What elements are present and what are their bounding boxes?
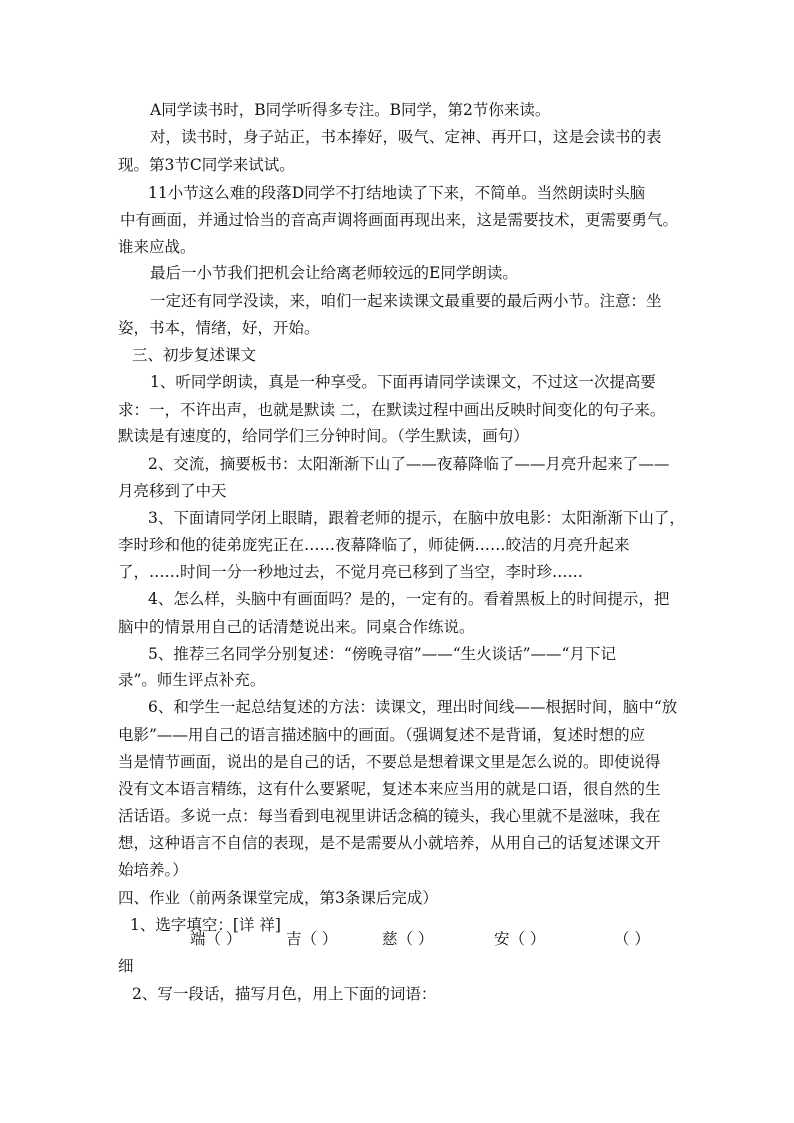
paragraph-line: 没有文本语言精练，这有什么要紧呢，复述本来应当用的就是口语，很自然的生 [118, 780, 661, 798]
fill-blank: 端（ ） [190, 930, 242, 948]
paragraph-line: 了，……时间一分一秒地过去，不觉月亮已移到了当空，李时珍…… [118, 563, 584, 581]
paragraph-line: 活话语。多说一点：每当看到电视里讲话念稿的镜头，我心里就不是滋味，我在 [118, 807, 661, 825]
paragraph-line: 11小节这么难的段落D同学不打结地读了下来，不简单。当然朗读时头脑 [148, 184, 646, 202]
paragraph-line: 当是情节画面，说出的是自己的话，不要总是想着课文里是怎么说的。即使说得 [118, 753, 661, 771]
paragraph-line: 默读是有速度的，给同学们三分钟时间。（学生默读，画句） [118, 427, 529, 445]
paragraph-line: 4、怎么样，头脑中有画面吗？是的，一定有的。看着黑板上的时间提示，把 [148, 590, 670, 608]
paragraph-line: 最后一小节我们把机会让给离老师较远的E同学朗读。 [150, 264, 518, 282]
paragraph-line: 想，这种语言不自信的表现，是不是需要从小就培养，从用自己的话复述课文开 [118, 834, 661, 852]
fill-blank: 安（ ） [494, 930, 546, 948]
section-heading: 三、初步复述课文 [132, 346, 257, 364]
paragraph-line: A同学读书时，B同学听得多专注。B同学，第2节你来读。 [150, 101, 551, 119]
paragraph-line: 5、推荐三名同学分别复述：“傍晚寻宿”——“生火谈话”——“月下记 [148, 645, 616, 663]
paragraph-line: 现。第3节C同学来试试。 [118, 156, 295, 174]
paragraph-line: 月亮移到了中天 [118, 482, 227, 500]
section-heading: 四、作业（前两条课堂完成，第3条课后完成） [118, 889, 438, 907]
paragraph-line: 姿，书本，情绪，好，开始。 [118, 319, 320, 337]
paragraph-line: 脑中的情景用自己的话清楚说出来。同桌合作练说。 [118, 618, 475, 636]
paragraph-line: 一定还有同学没读，来，咱们一起来读课文最重要的最后两小节。注意：坐 [150, 292, 662, 310]
paragraph-line: 2、交流，摘要板书：太阳渐渐下山了——夜幕降临了——月亮升起来了—— [148, 455, 670, 473]
paragraph-line: 3、下面请同学闭上眼睛，跟着老师的提示，在脑中放电影：太阳渐渐下山了， [148, 509, 685, 527]
paragraph-line: 电影”——用自己的语言描述脑中的画面。（强调复述不是背诵，复述时想的应 [118, 726, 646, 744]
paragraph-line: 录”。师生评点补充。 [118, 671, 266, 689]
fill-blank-row [118, 926, 688, 952]
paragraph-line: 细 [118, 957, 134, 975]
paragraph-line: 李时珍和他的徒弟庞宪正在……夜幕降临了，师徒俩……皎洁的月亮升起来 [118, 536, 630, 554]
fill-blank: 慈（ ） [382, 930, 434, 948]
paragraph-line: 求：一，不许出声，也就是默读 二，在默读过程中画出反映时间变化的句子来。 [118, 401, 666, 419]
paragraph-line: 1、听同学朗读，真是一种享受。下面再请同学读课文，不过这一次提高要 [150, 373, 656, 391]
paragraph-line: 2、写一段话，描写月色，用上下面的词语： [132, 985, 437, 1003]
paragraph-line: 中有画面，并通过恰当的音高声调将画面再现出来，这是需要技术，更需要勇气。 [120, 211, 679, 229]
fill-blank: 吉（ ） [286, 930, 338, 948]
paragraph-line: 始培养。） [118, 861, 188, 879]
paragraph-line: 对，读书时，身子站正，书本捧好，吸气、定神、再开口，这是会读书的表 [150, 128, 662, 146]
paragraph-line: 6、和学生一起总结复述的方法：读课文，理出时间线——根据时间，脑中“放 [148, 698, 678, 716]
paragraph-line: 1、选字填空：[详 祥] [130, 916, 281, 934]
paragraph-line: 谁来应战。 [118, 238, 196, 256]
fill-blank: （ ） [614, 930, 650, 948]
